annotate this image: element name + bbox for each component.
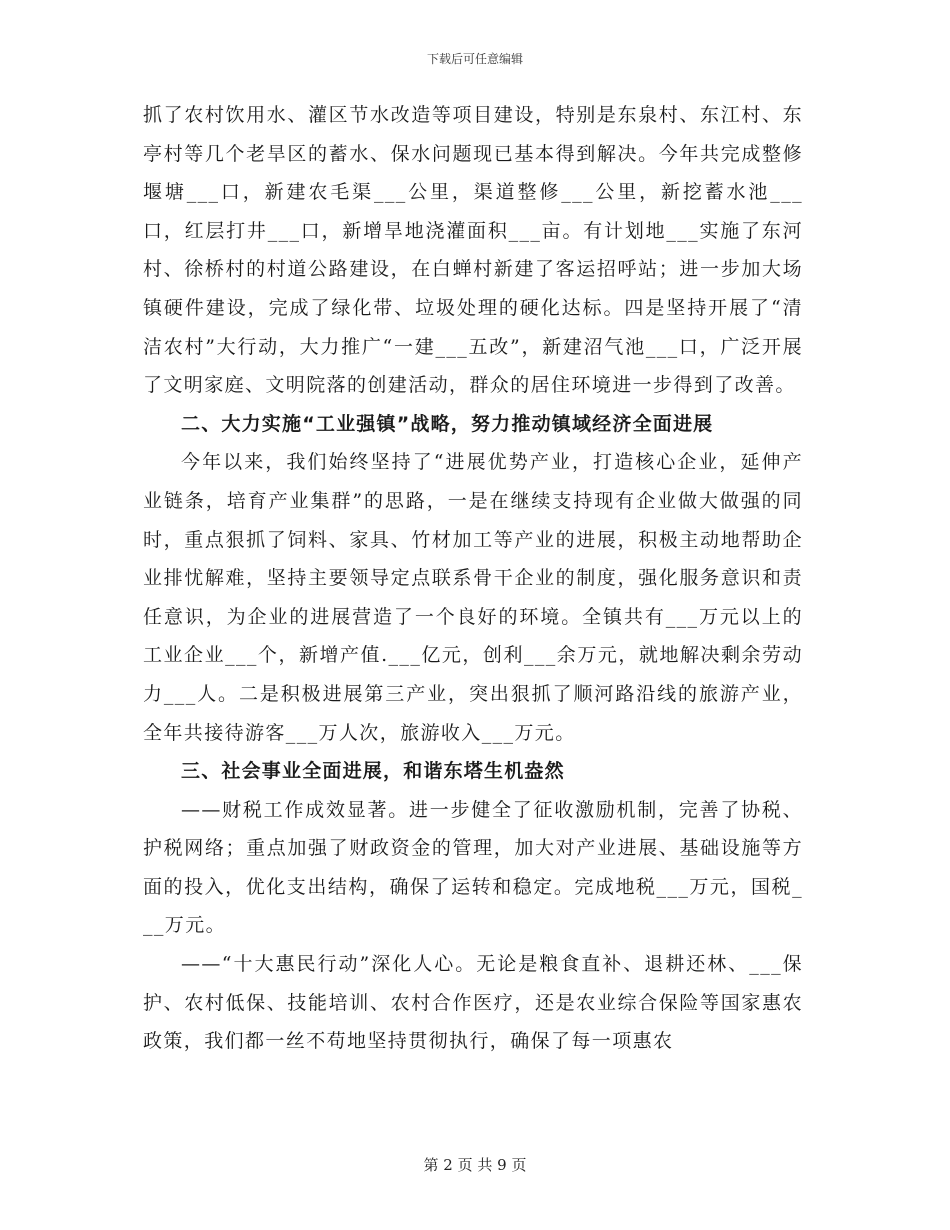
section-heading-2: 二、大力实施“工业强镇”战略，努力推动镇域经济全面进展 (181, 412, 714, 435)
page-footer: 第 2 页 共 9 页 (423, 1156, 527, 1174)
page-header: 下载后可任意编辑 (426, 52, 523, 66)
document-body (143, 96, 803, 1061)
section-heading-3: 三、社会事业全面进展，和谐东塔生机盎然 (181, 760, 565, 783)
paragraph-industry: 今年以来，我们始终坚持了“进展优势产业，打造核心企业，延伸产业链条，培育产业集群”的思路，一是在继续支持现有企业做大做强的同时，重点狠抓了饲料、家具、竹材加工等产业的进展，积极主动地帮助企业排忧解难，坚持主要领导定点联系骨干企业的制度，强化服务意识和责任意识，为企业的进展营造了一个良好的环境。全镇共有___万元以上的工业企业___个，新增产值.___亿元，创利___余万元，就地解决剩余劳动力___人。二是积极进展第三产业，突出狠抓了顺河路沿线的旅游产业，全年共接待游客___万人次，旅游收入___万元。 (143, 451, 803, 744)
paragraph-continuation: 抓了农村饮用水、灌区节水改造等项目建设，特别是东泉村、东江村、东亭村等几个老旱区的蓄水、保水问题现已基本得到解决。今年共完成整修堰塘___口，新建农毛渠___公里，渠道整修___公里，新挖蓄水池___口，红层打井___口，新增旱地浇灌面积___亩。有计划地___实施了东河村、徐桥村的村道公路建设，在白蝉村新建了客运招呼站；进一步加大场镇硬件建设，完成了绿化带、垃圾处理的硬化达标。四是坚持开展了“清洁农村”大行动，大力推广“一建___五改”，新建沼气池___口，广泛开展了文明家庭、文明院落的创建活动，群众的居住环境进一步得到了改善。 (143, 104, 803, 397)
paragraph-finance: ——财税工作成效显著。进一步健全了征收激励机制，完善了协税、护税网络；重点加强了财政资金的管理，加大对产业进展、基础设施等方面的投入，优化支出结构，确保了运转和稳定。完成地税___万元，国税___万元。 (143, 798, 803, 937)
paragraph-welfare: ——“十大惠民行动”深化人心。无论是粮食直补、退耕还林、___保护、农村低保、技能培训、农村合作医疗，还是农业综合保险等国家惠农政策，我们都一丝不苟地坚持贯彻执行，确保了每一项惠农 (143, 953, 803, 1053)
